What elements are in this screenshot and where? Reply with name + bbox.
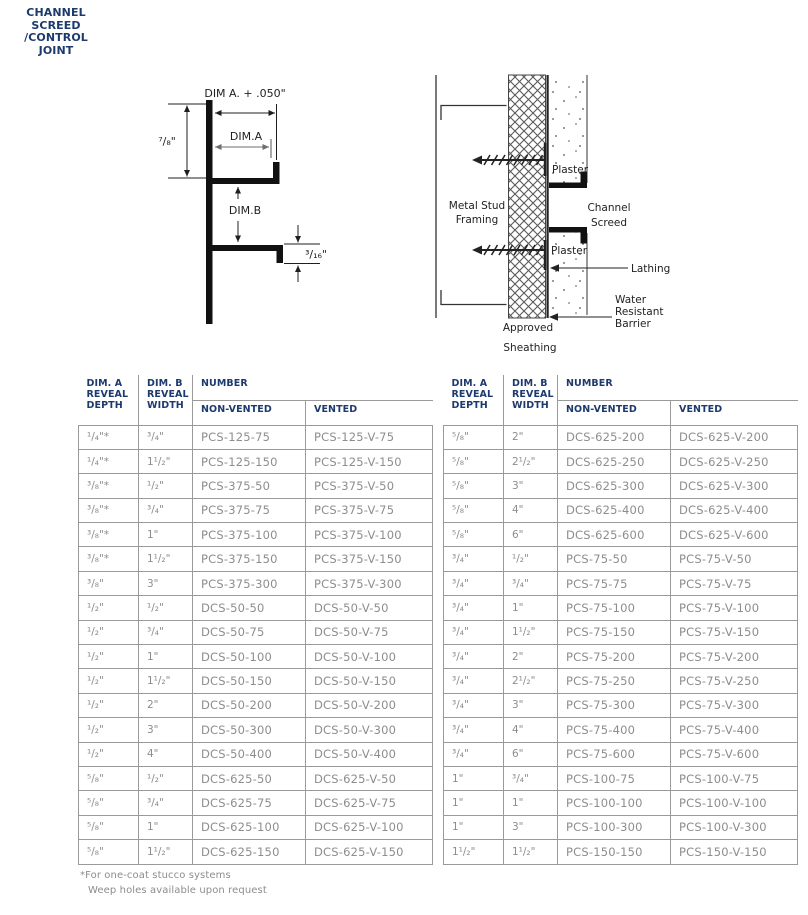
dim-a-cell: ³/₄" bbox=[444, 742, 504, 766]
table-row bbox=[79, 718, 433, 742]
dim-b-cell: 2" bbox=[139, 693, 193, 717]
dim-top-label: DIM A. + .050" bbox=[204, 87, 286, 100]
dim-b-cell: 1¹/₂" bbox=[504, 840, 558, 864]
vented-cell: PCS-75-V-50 bbox=[671, 547, 798, 571]
vented-cell: DCS-625-V-200 bbox=[671, 425, 798, 449]
non-vented-cell: PCS-75-150 bbox=[558, 620, 671, 644]
dim-b-cell: 1¹/₂" bbox=[139, 547, 193, 571]
non-vented-cell: DCS-50-100 bbox=[193, 645, 306, 669]
dim-b-cell: 1¹/₂" bbox=[139, 669, 193, 693]
table-row bbox=[79, 645, 433, 669]
vented-cell: DCS-625-V-300 bbox=[671, 474, 798, 498]
non-vented-cell: PCS-375-75 bbox=[193, 498, 306, 522]
dim-a-cell: ⁵/₈" bbox=[444, 474, 504, 498]
vented-cell: DCS-625-V-50 bbox=[306, 766, 433, 790]
col-header-dim-b: DIM. B REVEAL WIDTH bbox=[139, 375, 193, 425]
table-row bbox=[79, 620, 433, 644]
col-header-non-vented: NON-VENTED bbox=[193, 400, 306, 425]
dim-b-cell: 1" bbox=[139, 523, 193, 547]
lathing-label: Lathing bbox=[631, 263, 671, 275]
dim-b-cell: 4" bbox=[139, 742, 193, 766]
col-header-vented: VENTED bbox=[671, 400, 798, 425]
non-vented-cell: DCS-50-75 bbox=[193, 620, 306, 644]
framing-lines bbox=[436, 75, 507, 318]
vented-cell: PCS-150-V-150 bbox=[671, 840, 798, 864]
vented-cell: PCS-375-V-100 bbox=[306, 523, 433, 547]
dim-b-cell: 3" bbox=[504, 474, 558, 498]
vented-cell: PCS-75-V-300 bbox=[671, 693, 798, 717]
dim-b-cell: 2" bbox=[504, 425, 558, 449]
non-vented-cell: DCS-625-600 bbox=[558, 523, 671, 547]
dim-b-cell: ¹/₂" bbox=[139, 596, 193, 620]
water-barrier-line bbox=[547, 75, 549, 318]
non-vented-cell: PCS-75-50 bbox=[558, 547, 671, 571]
dim-a-cell: ⁵/₈" bbox=[444, 425, 504, 449]
table-row bbox=[444, 840, 798, 864]
dim-a-cell: ¹/₂" bbox=[79, 693, 139, 717]
channel-screed-label-line2: Screed bbox=[590, 217, 628, 229]
non-vented-cell: PCS-75-100 bbox=[558, 596, 671, 620]
dim-b-cell: ¹/₂" bbox=[504, 547, 558, 571]
vented-cell: PCS-75-V-400 bbox=[671, 718, 798, 742]
dim-b-cell: 2" bbox=[504, 645, 558, 669]
dim-a-cell: ³/₄" bbox=[444, 693, 504, 717]
dim-b-cell: 1" bbox=[504, 791, 558, 815]
dim-b-cell: 3" bbox=[504, 693, 558, 717]
table-row bbox=[444, 693, 798, 717]
dim-b-cell: ³/₄" bbox=[139, 791, 193, 815]
non-vented-cell: DCS-625-300 bbox=[558, 474, 671, 498]
dim-b-cell: ³/₄" bbox=[504, 571, 558, 595]
dim-a-cell: ¹/₂" bbox=[79, 669, 139, 693]
vented-cell: DCS-50-V-50 bbox=[306, 596, 433, 620]
dim-a-cell: ³/₈"* bbox=[79, 474, 139, 498]
height-label: ⁷/₈" bbox=[158, 135, 176, 148]
vented-cell: PCS-375-V-150 bbox=[306, 547, 433, 571]
table-row bbox=[444, 645, 798, 669]
dim-a-cell: 1" bbox=[444, 766, 504, 790]
plaster-top-label: Plaster bbox=[552, 164, 589, 176]
sheathing-label-line1: Approved bbox=[502, 322, 554, 334]
table-row bbox=[79, 474, 433, 498]
dim-a-cell: ⁵/₈" bbox=[444, 523, 504, 547]
footnote-weep-holes: Weep holes available upon request bbox=[88, 885, 267, 896]
wrb-label-line3: Barrier bbox=[615, 318, 651, 330]
non-vented-cell: PCS-100-100 bbox=[558, 791, 671, 815]
dim-a-cell: ³/₈"* bbox=[79, 498, 139, 522]
non-vented-cell: DCS-625-400 bbox=[558, 498, 671, 522]
non-vented-cell: PCS-75-200 bbox=[558, 645, 671, 669]
page-title-line2: /CONTROL JOINT bbox=[24, 31, 88, 57]
wall-section-diagram bbox=[425, 68, 685, 363]
table-row bbox=[79, 840, 433, 864]
dim-b-cell: ¹/₂" bbox=[139, 474, 193, 498]
vented-cell: DCS-625-V-600 bbox=[671, 523, 798, 547]
vented-cell: PCS-75-V-600 bbox=[671, 742, 798, 766]
dim-b-cell: 4" bbox=[504, 718, 558, 742]
dim-b-cell: ³/₄" bbox=[139, 620, 193, 644]
vented-cell: PCS-125-V-150 bbox=[306, 449, 433, 473]
col-header-dim-b: DIM. B REVEAL WIDTH bbox=[504, 375, 558, 425]
dim-a-cell: ³/₈" bbox=[79, 571, 139, 595]
non-vented-cell: PCS-375-50 bbox=[193, 474, 306, 498]
dim-b-cell: 2¹/₂" bbox=[504, 669, 558, 693]
vented-cell: DCS-625-V-400 bbox=[671, 498, 798, 522]
dim-a-cell: ⁵/₈" bbox=[79, 815, 139, 839]
dim-b-cell: 1¹/₂" bbox=[504, 620, 558, 644]
wrb-label-line1: Water bbox=[615, 294, 647, 306]
dim-a-cell: ³/₄" bbox=[444, 620, 504, 644]
vented-cell: PCS-100-V-300 bbox=[671, 815, 798, 839]
vented-cell: PCS-375-V-300 bbox=[306, 571, 433, 595]
dim-b-cell: ³/₄" bbox=[139, 498, 193, 522]
dim-a-cell: ¹/₂" bbox=[79, 596, 139, 620]
col-header-number: NUMBER bbox=[558, 375, 798, 400]
table-row bbox=[79, 449, 433, 473]
table-row bbox=[79, 547, 433, 571]
non-vented-cell: DCS-50-300 bbox=[193, 718, 306, 742]
non-vented-cell: PCS-125-150 bbox=[193, 449, 306, 473]
dim-b-label: DIM.B bbox=[228, 204, 262, 217]
table-row bbox=[444, 718, 798, 742]
non-vented-cell: PCS-75-400 bbox=[558, 718, 671, 742]
table-row bbox=[79, 791, 433, 815]
non-vented-cell: DCS-625-75 bbox=[193, 791, 306, 815]
vented-cell: PCS-375-V-75 bbox=[306, 498, 433, 522]
dim-a-cell: ³/₄" bbox=[444, 547, 504, 571]
table-row bbox=[79, 596, 433, 620]
table-row bbox=[444, 620, 798, 644]
vented-cell: PCS-75-V-150 bbox=[671, 620, 798, 644]
vented-cell: DCS-625-V-75 bbox=[306, 791, 433, 815]
plaster-bottom-label: Plaster bbox=[551, 245, 588, 257]
non-vented-cell: PCS-375-100 bbox=[193, 523, 306, 547]
non-vented-cell: PCS-100-75 bbox=[558, 766, 671, 790]
dim-a-cell: 1" bbox=[444, 791, 504, 815]
metal-stud-label-line1: Metal Stud bbox=[448, 200, 506, 212]
profile-diagram bbox=[135, 82, 365, 332]
table-row bbox=[79, 742, 433, 766]
vented-cell: DCS-50-V-300 bbox=[306, 718, 433, 742]
col-header-number: NUMBER bbox=[193, 375, 433, 400]
table-row bbox=[444, 474, 798, 498]
table-row bbox=[444, 449, 798, 473]
dim-a-cell: ¹/₂" bbox=[79, 718, 139, 742]
dim-a-cell: ¹/₂" bbox=[79, 742, 139, 766]
sheathing-label-line2: Sheathing bbox=[503, 342, 557, 354]
table-row bbox=[444, 669, 798, 693]
vented-cell: DCS-50-V-200 bbox=[306, 693, 433, 717]
non-vented-cell: PCS-375-150 bbox=[193, 547, 306, 571]
vented-cell: PCS-75-V-75 bbox=[671, 571, 798, 595]
dim-a-cell: ⁵/₈" bbox=[444, 449, 504, 473]
page-title-line1: CHANNEL SCREED bbox=[26, 6, 86, 32]
vented-cell: PCS-125-V-75 bbox=[306, 425, 433, 449]
table-row bbox=[79, 815, 433, 839]
dim-b-cell: 3" bbox=[139, 718, 193, 742]
dim-a-cell: ³/₄" bbox=[444, 571, 504, 595]
dim-a-cell: ⁵/₈" bbox=[79, 840, 139, 864]
wrb-label-line2: Resistant bbox=[615, 306, 664, 318]
non-vented-cell: DCS-625-200 bbox=[558, 425, 671, 449]
non-vented-cell: PCS-75-75 bbox=[558, 571, 671, 595]
lip-label: ³/₁₆" bbox=[305, 248, 327, 261]
dim-a-cell: ³/₈"* bbox=[79, 523, 139, 547]
dim-b-cell: 3" bbox=[139, 571, 193, 595]
metal-stud-label-line2: Framing bbox=[455, 214, 499, 226]
dim-a-cell: ¹/₂" bbox=[79, 620, 139, 644]
vented-cell: DCS-50-V-400 bbox=[306, 742, 433, 766]
table-row bbox=[79, 766, 433, 790]
dim-a-cell: ⁵/₈" bbox=[79, 791, 139, 815]
table-row bbox=[79, 693, 433, 717]
footnote-stucco: *For one-coat stucco systems bbox=[80, 870, 231, 881]
table-row bbox=[444, 766, 798, 790]
dim-a-cell: ³/₄" bbox=[444, 718, 504, 742]
non-vented-cell: DCS-50-400 bbox=[193, 742, 306, 766]
dim-a-cell: ⁵/₈" bbox=[444, 498, 504, 522]
channel-screed-label-line1: Channel bbox=[587, 202, 631, 214]
dim-a-cell: ³/₄" bbox=[444, 669, 504, 693]
dim-b-cell: ³/₄" bbox=[504, 766, 558, 790]
dim-a-cell: 1" bbox=[444, 815, 504, 839]
vented-cell: DCS-50-V-150 bbox=[306, 669, 433, 693]
non-vented-cell: PCS-75-600 bbox=[558, 742, 671, 766]
vented-cell: DCS-625-V-250 bbox=[671, 449, 798, 473]
col-header-non-vented: NON-VENTED bbox=[558, 400, 671, 425]
table-row bbox=[79, 498, 433, 522]
table-row bbox=[444, 815, 798, 839]
dim-a-cell: ³/₄" bbox=[444, 645, 504, 669]
col-header-dim-a: DIM. A REVEAL DEPTH bbox=[79, 375, 139, 425]
spec-table-right bbox=[443, 375, 798, 865]
non-vented-cell: PCS-100-300 bbox=[558, 815, 671, 839]
dim-a-cell: ¹/₄"* bbox=[79, 449, 139, 473]
non-vented-cell: DCS-625-250 bbox=[558, 449, 671, 473]
dim-b-cell: 6" bbox=[504, 523, 558, 547]
non-vented-cell: DCS-625-50 bbox=[193, 766, 306, 790]
vented-cell: PCS-100-V-100 bbox=[671, 791, 798, 815]
dim-a-cell: ¹/₂" bbox=[79, 645, 139, 669]
spec-table-left bbox=[78, 375, 433, 865]
table-row bbox=[444, 425, 798, 449]
table-row bbox=[444, 523, 798, 547]
non-vented-cell: PCS-375-300 bbox=[193, 571, 306, 595]
vented-cell: PCS-75-V-200 bbox=[671, 645, 798, 669]
table-row bbox=[444, 547, 798, 571]
sheathing-hatch bbox=[509, 75, 546, 318]
non-vented-cell: DCS-50-150 bbox=[193, 669, 306, 693]
vented-cell: PCS-100-V-75 bbox=[671, 766, 798, 790]
dim-a-cell: ⁵/₈" bbox=[79, 766, 139, 790]
dim-b-cell: ¹/₂" bbox=[139, 766, 193, 790]
col-header-dim-a: DIM. A REVEAL DEPTH bbox=[444, 375, 504, 425]
dim-b-cell: 1¹/₂" bbox=[139, 449, 193, 473]
vented-cell: DCS-625-V-100 bbox=[306, 815, 433, 839]
non-vented-cell: PCS-125-75 bbox=[193, 425, 306, 449]
dim-b-cell: 3" bbox=[504, 815, 558, 839]
dim-a-cell: ³/₄" bbox=[444, 596, 504, 620]
dim-b-cell: 1" bbox=[504, 596, 558, 620]
table-row bbox=[444, 791, 798, 815]
dim-b-cell: 6" bbox=[504, 742, 558, 766]
non-vented-cell: PCS-150-150 bbox=[558, 840, 671, 864]
non-vented-cell: DCS-50-50 bbox=[193, 596, 306, 620]
dim-a-label: DIM.A bbox=[229, 130, 263, 143]
dim-b-cell: ³/₄" bbox=[139, 425, 193, 449]
table-row bbox=[79, 523, 433, 547]
page-title bbox=[8, 7, 104, 57]
non-vented-cell: DCS-625-150 bbox=[193, 840, 306, 864]
vented-cell: PCS-75-V-250 bbox=[671, 669, 798, 693]
non-vented-cell: DCS-50-200 bbox=[193, 693, 306, 717]
dim-a-cell: 1¹/₂" bbox=[444, 840, 504, 864]
vented-cell: PCS-375-V-50 bbox=[306, 474, 433, 498]
dim-b-cell: 1" bbox=[139, 645, 193, 669]
table-row bbox=[444, 742, 798, 766]
dim-b-cell: 4" bbox=[504, 498, 558, 522]
vented-cell: DCS-50-V-75 bbox=[306, 620, 433, 644]
dim-a-cell: ¹/₄"* bbox=[79, 425, 139, 449]
vented-cell: DCS-50-V-100 bbox=[306, 645, 433, 669]
dim-b-cell: 1" bbox=[139, 815, 193, 839]
dim-a-cell: ³/₈"* bbox=[79, 547, 139, 571]
vented-cell: PCS-75-V-100 bbox=[671, 596, 798, 620]
table-row bbox=[79, 669, 433, 693]
vented-cell: DCS-625-V-150 bbox=[306, 840, 433, 864]
non-vented-cell: DCS-625-100 bbox=[193, 815, 306, 839]
table-row bbox=[444, 571, 798, 595]
non-vented-cell: PCS-75-250 bbox=[558, 669, 671, 693]
dim-b-cell: 2¹/₂" bbox=[504, 449, 558, 473]
col-header-vented: VENTED bbox=[306, 400, 433, 425]
table-row bbox=[79, 425, 433, 449]
table-row bbox=[444, 498, 798, 522]
non-vented-cell: PCS-75-300 bbox=[558, 693, 671, 717]
table-row bbox=[79, 571, 433, 595]
table-row bbox=[444, 596, 798, 620]
dim-b-cell: 1¹/₂" bbox=[139, 840, 193, 864]
